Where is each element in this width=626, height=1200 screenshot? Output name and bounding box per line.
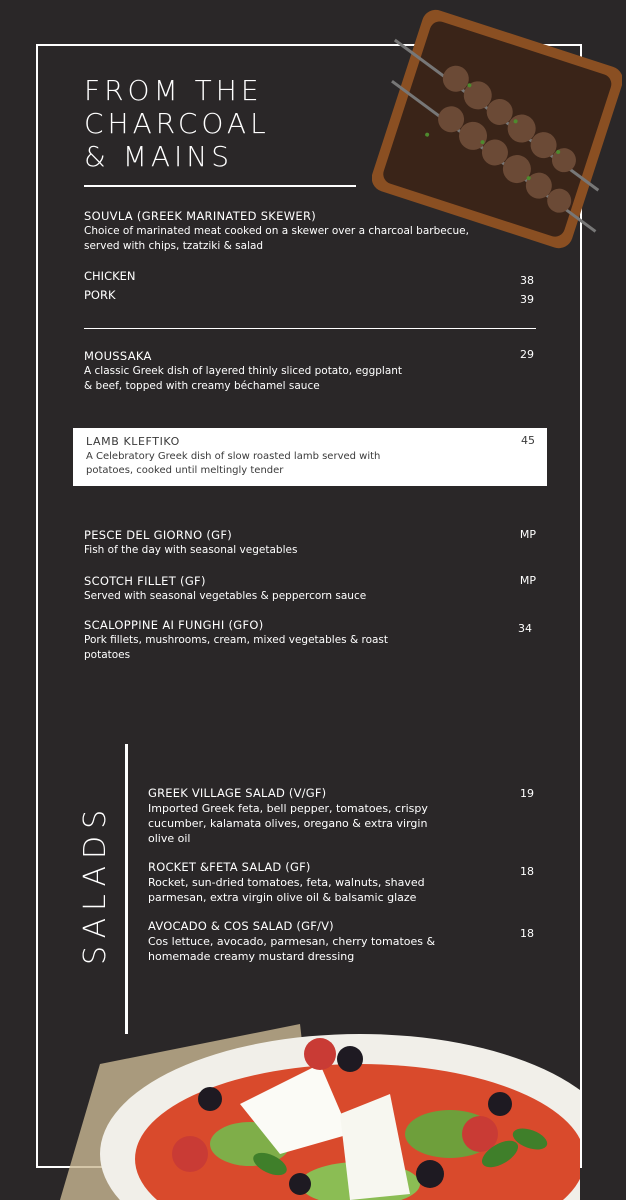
item-name: LAMB KLEFTIKO [86, 435, 180, 448]
item-name: SCALOPPINE AI FUNGHI (GFO) [84, 618, 264, 632]
title-line: CHARCOAL [84, 107, 270, 140]
greek-salad-image [60, 1024, 580, 1200]
item-name: SOUVLA (GREEK MARINATED SKEWER) [84, 209, 317, 223]
item-price: 19 [520, 787, 534, 800]
item-price: 18 [520, 927, 534, 940]
salad-item-rocket-feta [148, 859, 448, 905]
item-desc: Fish of the day with seasonal vegetables [84, 544, 298, 556]
item-desc: Choice of marinated meat cooked on a skewer over a charcoal barbecue, served with chips, tzatziki & salad [84, 225, 469, 252]
menu-item-souvla [84, 208, 474, 254]
featured-item-lamb-kleftiko [73, 428, 547, 486]
item-desc: Rocket, sun-dried tomatoes, feta, walnuts, shaved parmesan, extra virgin olive oil & balsamic glaze [148, 876, 425, 904]
item-name: AVOCADO & COS SALAD (GF/V) [148, 919, 334, 933]
item-price: 29 [520, 348, 534, 361]
item-desc: A classic Greek dish of layered thinly sliced potato, eggplant & beef, topped with creamy béchamel sauce [84, 365, 403, 392]
menu-item-scotch-fillet [84, 573, 464, 604]
menu-item-scaloppine [84, 617, 424, 663]
item-desc: Pork fillets, mushrooms, cream, mixed vegetables & roast potatoes [84, 634, 389, 661]
item-name: SCOTCH FILLET (GF) [84, 574, 206, 588]
option-pork: PORK [84, 288, 116, 302]
section-divider [84, 328, 536, 329]
option-chicken: CHICKEN [84, 269, 136, 283]
item-name: PESCE DEL GIORNO (GF) [84, 528, 233, 542]
item-price: MP [519, 574, 536, 587]
item-desc: Served with seasonal vegetables & peppercorn sauce [84, 590, 367, 602]
item-price: MP [519, 528, 536, 541]
salad-item-avocado-cos [148, 918, 448, 964]
item-desc: Imported Greek feta, bell pepper, tomatoes, crispy cucumber, kalamata olives, oregano & extra virgin olive oil [148, 802, 428, 845]
section-title [84, 74, 270, 173]
salads-heading: SALADS [78, 802, 113, 965]
salad-item-greek-village [148, 785, 448, 846]
item-name: MOUSSAKA [84, 349, 152, 363]
option-chicken-price: 38 [520, 274, 534, 287]
item-desc: Cos lettuce, avocado, parmesan, cherry tomatoes & homemade creamy mustard dressing [148, 935, 436, 963]
item-price: 34 [518, 622, 532, 635]
option-pork-price: 39 [520, 293, 534, 306]
title-underline [84, 185, 356, 187]
item-desc: A Celebratory Greek dish of slow roasted lamb served with potatoes, cooked until meltingly tender [86, 451, 381, 476]
item-name: ROCKET &FETA SALAD (GF) [148, 860, 311, 874]
item-price: 18 [520, 865, 534, 878]
item-name: GREEK VILLAGE SALAD (V/GF) [148, 786, 327, 800]
title-line: & MAINS [84, 140, 234, 173]
title-line: FROM THE [84, 74, 263, 107]
menu-item-pesce [84, 527, 464, 558]
menu-item-moussaka [84, 348, 404, 394]
salads-rule [125, 744, 128, 1034]
item-price: 45 [521, 434, 535, 447]
